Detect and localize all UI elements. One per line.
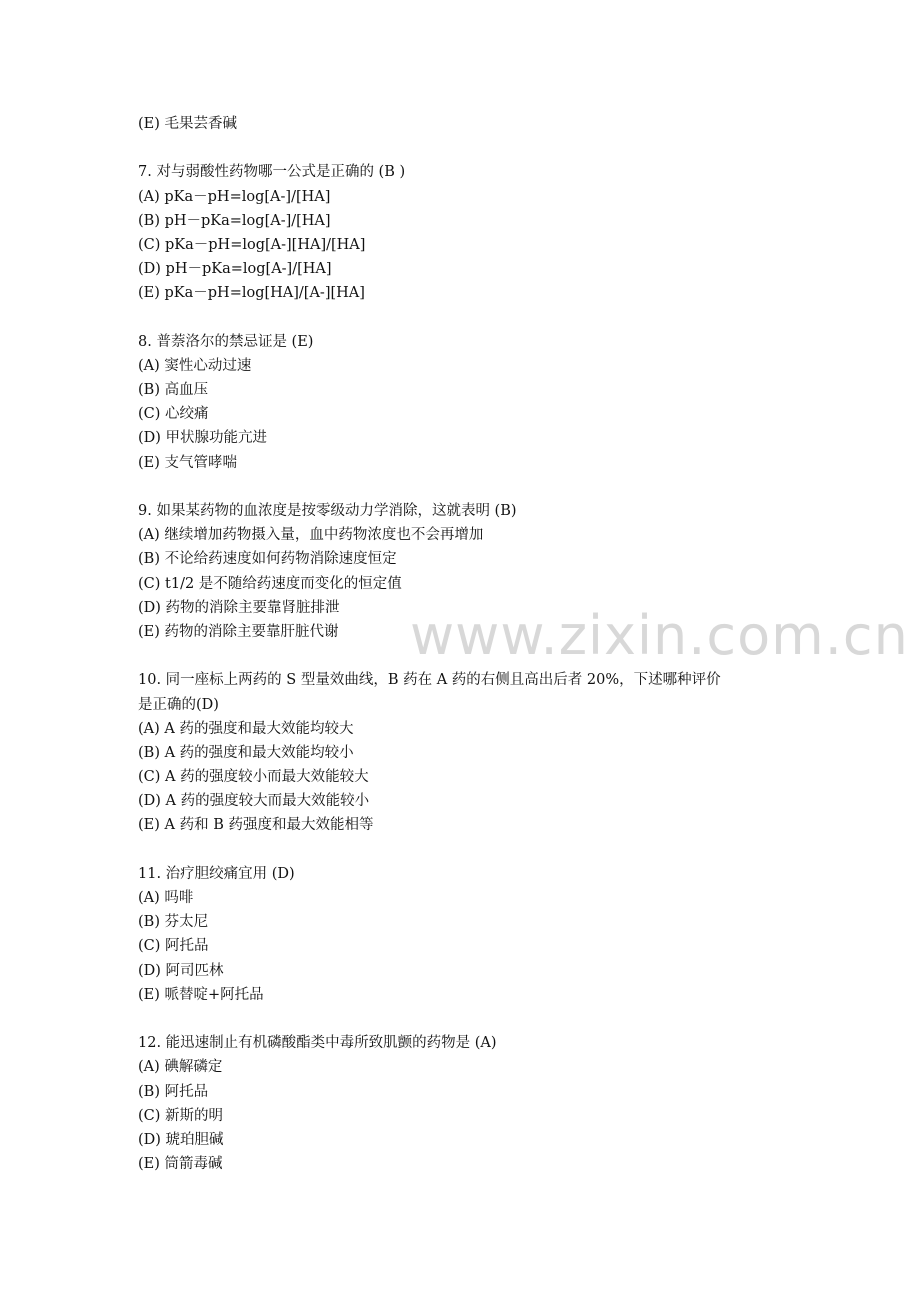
answer-option: (D) pH－pKa=log[A-]/[HA] <box>138 261 332 278</box>
answer-option: (C) t1/2 是不随给药速度而变化的恒定值 <box>138 575 402 592</box>
question-stem: 8. 普萘洛尔的禁忌证是 (E) <box>138 333 314 350</box>
answer-option: (B) pH－pKa=log[A-]/[HA] <box>138 212 331 229</box>
answer-option: (D) 琥珀胆碱 <box>138 1131 224 1148</box>
answer-option: (E) 筒箭毒碱 <box>138 1156 223 1173</box>
answer-option: (C) 心绞痛 <box>138 406 209 423</box>
answer-option: (A) 窦性心动过速 <box>138 357 252 374</box>
answer-option: (A) 吗啡 <box>138 890 194 906</box>
answer-option: (E) pKa－pH=log[HA]/[A-][HA] <box>138 285 365 302</box>
question-stem: 10. 同一座标上两药的 S 型量效曲线，B 药在 A 药的右侧且高出后者 20%，下述哪种评价 <box>138 672 721 689</box>
blank-line <box>138 644 798 668</box>
answer-option: (C) pKa－pH=log[A-][HA]/[HA] <box>138 236 366 253</box>
answer-option: (C) 新斯的明 <box>138 1107 224 1124</box>
document-body <box>138 112 798 1176</box>
answer-option: (B) 阿托品 <box>138 1083 209 1100</box>
answer-option: (E) 药物的消除主要靠肝脏代谢 <box>138 623 339 640</box>
answer-option: (A) 碘解磷定 <box>138 1059 223 1076</box>
answer-option: (C) 阿托品 <box>138 938 209 955</box>
answer-option: (B) 不论给药速度如何药物消除速度恒定 <box>138 551 397 568</box>
answer-option: (D) 阿司匹林 <box>138 962 224 979</box>
answer-option: (A) 继续增加药物摄入量，血中药物浓度也不会再增加 <box>138 527 484 544</box>
answer-option: (A) pKa－pH=log[A-]/[HA] <box>138 188 331 205</box>
answer-option: (C) A 药的强度较小而最大效能较大 <box>138 769 369 786</box>
answer-option: (D) A 药的强度较大而最大效能较小 <box>138 793 370 810</box>
question-stem: 12. 能迅速制止有机磷酸酯类中毒所致肌颤的药物是 (A) <box>138 1035 497 1052</box>
question-stem: 9. 如果某药物的血浓度是按零级动力学消除，这就表明 (B) <box>138 503 517 519</box>
blank-line <box>138 136 798 160</box>
question-stem: 7. 对与弱酸性药物哪一公式是正确的 (B ) <box>138 164 406 181</box>
answer-option: (B) 芬太尼 <box>138 914 209 931</box>
blank-line <box>138 475 798 499</box>
answer-option: (A) A 药的强度和最大效能均较大 <box>138 720 354 737</box>
blank-line <box>138 838 798 862</box>
question-stem: 11. 治疗胆绞痛宜用 (D) <box>138 865 295 882</box>
answer-option: (B) A 药的强度和最大效能均较小 <box>138 744 354 761</box>
answer-option: (E) A 药和 B 药强度和最大效能相等 <box>138 817 374 834</box>
blank-line <box>138 306 798 330</box>
answer-option: (D) 药物的消除主要靠肾脏排泄 <box>138 599 340 616</box>
question-stem-continuation: 是正确的(D) <box>138 696 219 713</box>
blank-line <box>138 1007 798 1031</box>
answer-option: (D) 甲状腺功能亢进 <box>138 430 268 447</box>
answer-option: (E) 毛果芸香碱 <box>138 116 238 132</box>
answer-option: (E) 支气管哮喘 <box>138 454 238 471</box>
answer-option: (E) 哌替啶+阿托品 <box>138 986 264 1003</box>
answer-option: (B) 高血压 <box>138 382 209 399</box>
